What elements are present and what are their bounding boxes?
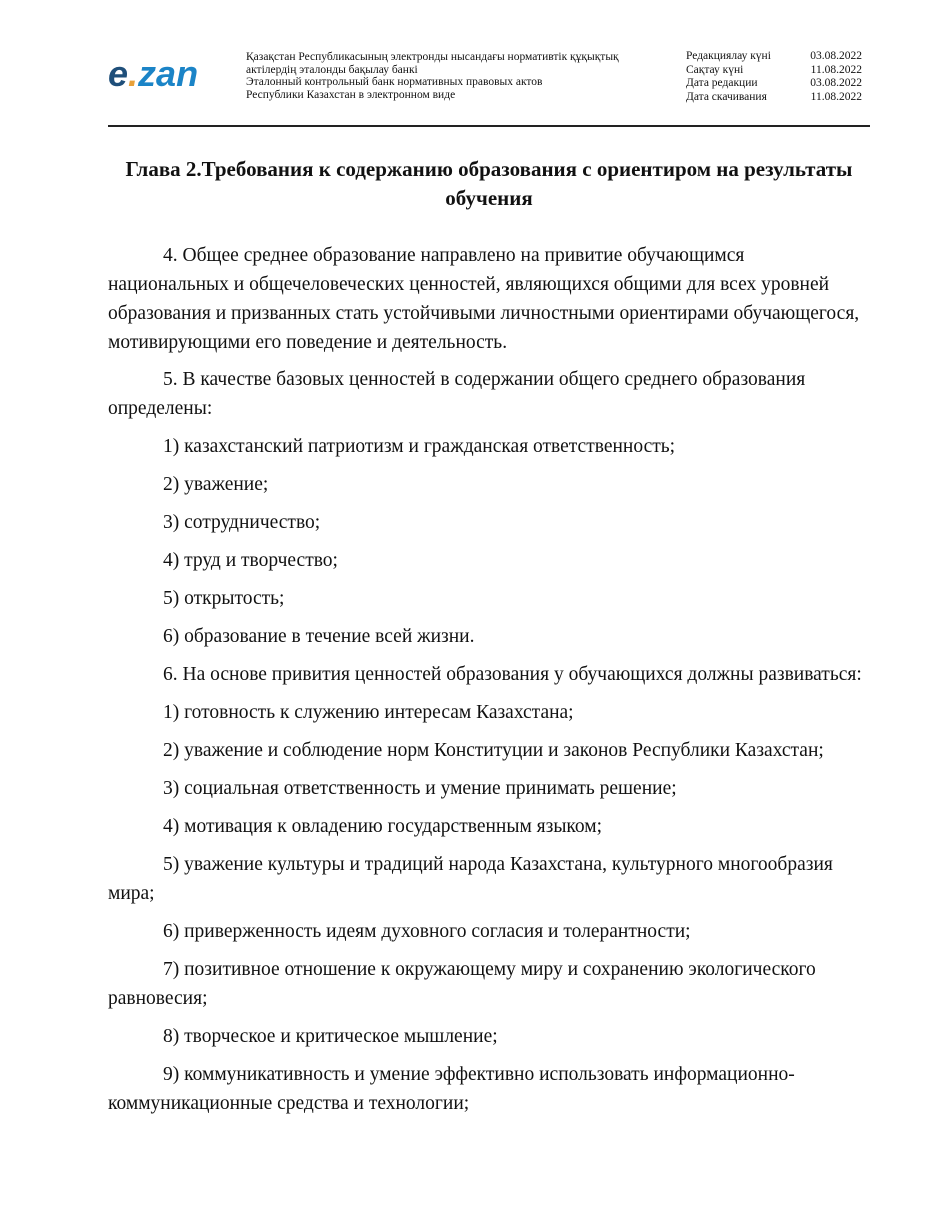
list-item: 6) образование в течение всей жизни. <box>163 626 475 647</box>
list-item: 8) творческое и критическое мышление; <box>163 1026 498 1047</box>
list-item: 3) социальная ответственность и умение принимать решение; <box>163 778 677 799</box>
list-item: 1) казахстанский патриотизм и гражданская ответственность; <box>163 436 676 457</box>
list-item: 1) готовность к служению интересам Казахстана; <box>163 702 574 723</box>
list-item: 5) уважение культуры и традиций народа Казахстана, культурного многообразия мира; <box>108 854 833 904</box>
document-body <box>108 241 870 1118</box>
date-label: Дата редакции <box>686 77 758 89</box>
org-line: актілердің эталонды бақылау банкі <box>246 63 418 76</box>
date-label: Сақтау күні <box>686 63 744 76</box>
date-value: 03.08.2022 <box>810 77 862 89</box>
list-item: 5) открытость; <box>163 588 285 609</box>
header-dates <box>686 50 862 104</box>
org-line: Қазақстан Республикасының электронды нысандағы нормативтік құқықтық <box>246 51 619 63</box>
header-org-text <box>246 51 666 101</box>
date-row <box>686 77 862 91</box>
list-item: 7) позитивное отношение к окружающему миру и сохранению экологического равновесия; <box>108 959 816 1009</box>
date-row <box>686 50 862 64</box>
paragraph: 6. На основе привития ценностей образования у обучающихся должны развиваться: <box>163 664 862 685</box>
chapter-title: Глава 2.Требования к содержанию образования с ориентиром на результаты обучения <box>125 157 853 210</box>
list-item: 4) труд и творчество; <box>163 550 338 571</box>
list-item: 4) мотивация к овладению государственным языком; <box>163 816 603 837</box>
date-value: 11.08.2022 <box>810 63 862 76</box>
date-value: 03.08.2022 <box>810 50 862 62</box>
list-item: 2) уважение и соблюдение норм Конституции и законов Республики Казахстан; <box>163 740 824 761</box>
list-item: 2) уважение; <box>163 474 269 495</box>
page-header <box>0 0 935 130</box>
org-line: Республики Казахстан в электронном виде <box>246 88 456 101</box>
date-label: Дата скачивания <box>686 90 767 103</box>
ezan-logo: e.zan <box>108 53 199 94</box>
date-row <box>686 64 862 78</box>
paragraph: 5. В качестве базовых ценностей в содержании общего среднего образования определены: <box>108 369 806 419</box>
list-item: 3) сотрудничество; <box>163 512 321 533</box>
date-row <box>686 91 862 105</box>
paragraph: 4. Общее среднее образование направлено на привитие обучающимся национальных и общечеловеческих ценностей, являющихся общими для всех уровней образования и призванных стать устойчивыми личностными ориентирами обучающегося, мотивирующими его поведение и деятельность. <box>108 245 860 353</box>
org-line: Эталонный контрольный банк нормативных правовых актов <box>246 76 543 88</box>
date-label: Редакциялау күні <box>686 50 771 62</box>
header-divider <box>108 125 870 127</box>
list-item: 9) коммуникативность и умение эффективно использовать информационно-коммуникационные средства и технологии; <box>108 1064 795 1114</box>
list-item: 6) приверженность идеям духовного согласия и толерантности; <box>163 921 691 942</box>
date-value: 11.08.2022 <box>810 90 862 103</box>
